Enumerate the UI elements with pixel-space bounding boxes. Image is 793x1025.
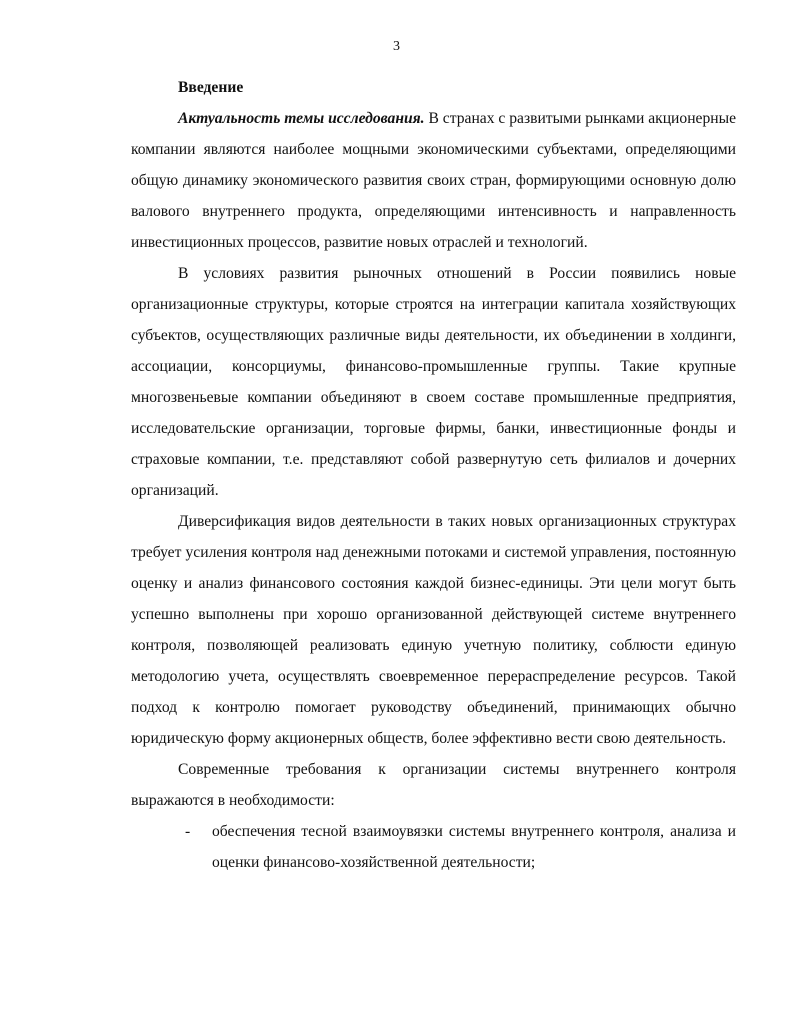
paragraph-diversification: Диверсификация видов деятельности в таких новых организационных структурах требует усиления контроля над денежными потоками и системой управления, постоянную оценку и анализ финансового состояния каждой бизнес-единицы. Эти цели могут быть успешно выполнены при хорошо организованной действующей системе внутреннего контроля, позволяющей реализовать единую учетную политику, соблюсти единую методологию учета, осуществлять своевременное перераспределение ресурсов. Такой подход к контролю помогает руководству объединений, принимающих обычно юридическую форму акционерных обществ, более эффективно вести свою деятельность. <box>131 513 736 747</box>
page-content <box>131 73 736 878</box>
paragraph-lead-italic: Актуальность темы исследования. <box>178 110 425 127</box>
paragraph-relevance <box>131 103 736 258</box>
dash-bullet-icon: - <box>185 823 191 840</box>
paragraph-russia-structures: В условиях развития рыночных отношений в России появились новые организационные структуры, которые строятся на интеграции капитала хозяйствующих субъектов, осуществляющих различные виды деятельности, их объединении в холдинги, ассоциации, консорциумы, финансово-промышленные группы. Такие крупные многозвеньевые компании объединяют в своем составе промышленные предприятия, исследовательские организации, торговые фирмы, банки, инвестиционные фонды и страховые компании, т.е. представляют собой развернутую сеть филиалов и дочерних организаций. <box>131 265 736 499</box>
requirements-list <box>131 816 736 878</box>
paragraph-requirements: Современные требования к организации системы внутреннего контроля выражаются в необходимости: <box>131 761 736 809</box>
list-item <box>131 816 736 878</box>
page-number: 3 <box>393 39 400 54</box>
list-item-text: обеспечения тесной взаимоувязки системы внутреннего контроля, анализа и оценки финансово-хозяйственной деятельности; <box>212 823 736 871</box>
paragraph-text: В странах с развитыми рынками акционерные компании являются наиболее мощными экономическими субъектами, определяющими общую динамику экономического развития своих стран, формирующими основную долю валового внутреннего продукта, определяющими интенсивность и направленность инвестиционных процессов, развитие новых отраслей и технологий. <box>131 110 737 251</box>
section-heading: Введение <box>178 79 244 96</box>
